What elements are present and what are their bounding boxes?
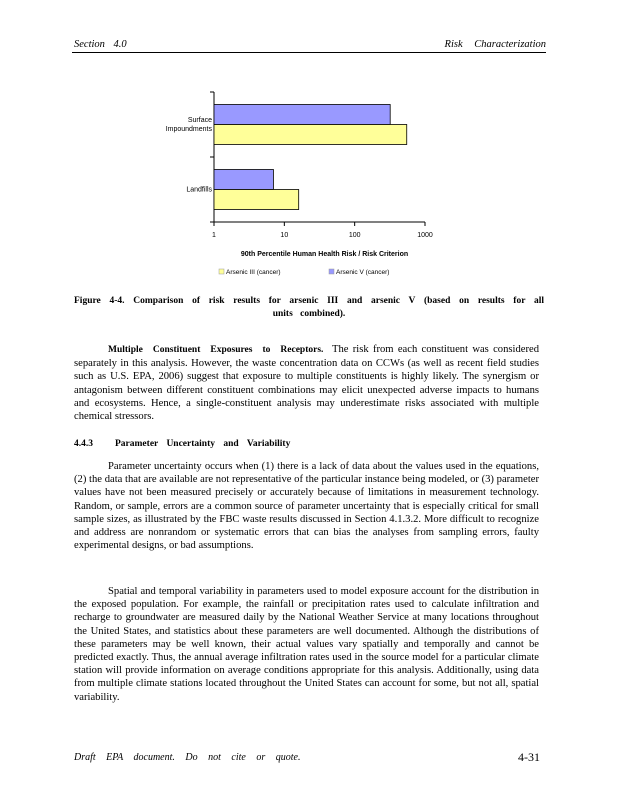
- category-label: Landfills: [186, 186, 212, 194]
- category-label: Impoundments: [165, 126, 212, 133]
- x-tick-label: 10: [280, 232, 289, 239]
- paragraph-text: Parameter uncertainty occurs when (1) there is a lack of data about the values used in the equations, (2) the data that are available are not representative of the particular instance being modeled, or (3) parameter values have not been measured precisely or accurately because of limitations in measurement technology. Random, or sample, errors are a common source of parameter uncertainty that is especially critical for small sample sizes, as illustrated by the FBC waste results discussed in Section 4.1.3.2. More difficult to recognize and address are nonrandom or systematic errors that can bias the analyses from sampling errors, faulty experimental designs, or bad assumptions.: [74, 461, 539, 552]
- figure-label: Figure 4-4.: [74, 296, 125, 306]
- category-label: Surface: [187, 117, 212, 124]
- x-tick-label: 1000: [417, 232, 433, 239]
- x-axis-title: 90th Percentile Human Health Risk / Risk Criterion: [240, 251, 409, 258]
- bar-1-0: [214, 105, 390, 125]
- x-tick-label: 100: [348, 232, 361, 239]
- figure-caption: [74, 295, 544, 321]
- legend-swatch: [329, 269, 334, 274]
- page-number: 4-31: [518, 750, 540, 764]
- paragraph-spatial-variability: [74, 585, 539, 704]
- figure-caption-text: Comparison of risk results for arsenic III and arsenic V (based on results for all units combined).: [133, 296, 544, 319]
- bar-1-1: [214, 170, 273, 190]
- footer-draft-note: Draft EPA document. Do not cite or quote.: [74, 752, 301, 763]
- legend-swatch: [219, 269, 224, 274]
- section-title: Parameter Uncertainty and Variability: [115, 439, 291, 449]
- legend-label: Arsenic V (cancer): [336, 269, 390, 276]
- x-tick-label: 1: [212, 232, 216, 239]
- paragraph-text: Spatial and temporal variability in parameters used to model exposure account for the distribution in the exposed population. For example, the rainfall or precipitation rates used to calculate infiltration and recharge to groundwater are measured daily by the National Weather Service at many locations throughout the United States, and statistics about these parameters are well documented. Although the distributions of these parameters may be well known, their actual values vary spatially and temporally and cannot be predicted exactly. Thus, the annual average infiltration rates used in the source model for a particular climate station will provide information on average conditions appropriate for this analysis. Additionally, using data from multiple climate stations located throughout the United States can account for some, but not all, spatial variability.: [74, 586, 539, 703]
- header-title: Risk Characterization: [444, 39, 546, 50]
- paragraph-text: The risk from each constituent was considered separately in this analysis. However, the waste concentration data on CCWs (as well as recent field studies such as U.S. EPA, 2006) suggest that exposure to multiple constituents is highly likely. The synergism or antagonism between different constituent combinations may elicit unexpected adverse impacts to humans and ecosystems. Hence, a single-constituent analysis may underestimate risks associated with multiple chemical stressors.: [74, 344, 539, 423]
- bar-0-0: [214, 125, 407, 145]
- header-section: Section 4.0: [74, 39, 127, 50]
- header-rule: [72, 52, 546, 53]
- paragraph-parameter-uncertainty: [74, 460, 539, 552]
- runin-heading: Multiple Constituent Exposures to Receptors.: [108, 345, 324, 355]
- paragraph-multiple-constituent: [74, 343, 539, 423]
- legend-label: Arsenic III (cancer): [226, 269, 281, 276]
- section-number: 4.4.3: [74, 439, 93, 449]
- section-heading: [74, 439, 290, 449]
- bar-0-1: [214, 190, 299, 210]
- risk-comparison-chart: [150, 82, 450, 287]
